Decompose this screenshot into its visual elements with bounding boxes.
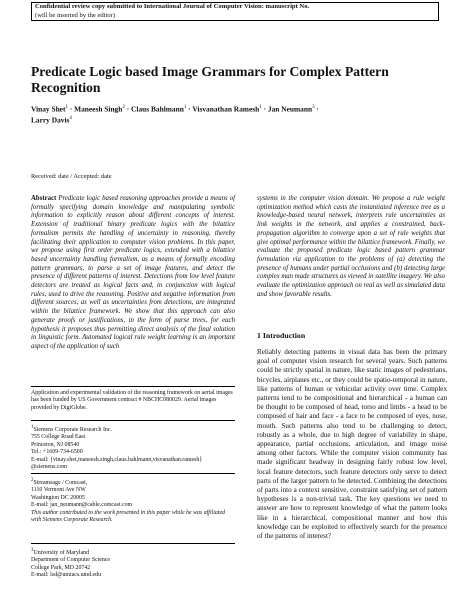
author-list: Vinay Shet$^1$ · Maneesh Singh$^2$ · Claus Bahlmann$^1$ · Visvanathan Ramesh$^1$ · Jan Neumann$^3$ · Larry Davis$^4$ (31, 104, 319, 125)
affiliation-3: $^3$University of Maryland Department of Computer Science College Park, MD 20742 E-mail: lsd@umiacs.umd.edu (31, 548, 111, 579)
affiliation-2-note: This author contributed to the work presented in this paper while he was affiliated with Siemens Corporate Research. (31, 509, 225, 523)
author-name: Vinay Shet (31, 104, 66, 114)
footnote-rule-4 (31, 543, 235, 544)
author-name: Jan Neumann (267, 104, 313, 114)
author-name: Larry Davis (31, 115, 70, 125)
footnote-rule-1 (31, 386, 235, 387)
banner-line-2: (will be inserted by the editor) (35, 11, 116, 19)
paper-title: Predicate Logic based Image Grammars for Complex Pattern Recognition (31, 64, 389, 95)
banner-line-1: Confidential review copy submitted to International Journal of Computer Vision: manuscript No. (35, 3, 310, 10)
section-heading-introduction: 1 Introduction (257, 331, 306, 340)
author-name: Claus Bahlmann (131, 104, 184, 114)
funding-note: Application and experimental validation of the reasoning framework on aerial images has been funded by US Government contract # NBCHC080029. Aerial images provided by DigiGlobe. (31, 390, 233, 411)
review-copy-banner (31, 2, 439, 21)
received-date: Received: date / Accepted: date (31, 173, 112, 180)
footnote-rule-3 (31, 473, 235, 474)
abstract-text-1: Predicate logic based reasoning approaches provide a means of formally specifying domain knowledge and manipulating symbolic information to explicitly reason about different concepts of interest. Extension of traditional binary predicate logics with the bilattice formalism permits the handling of uncertainty in reasoning, thereby facilitating their application to computer vision problems. In this paper, we propose using first order predicate logics, extended with a bilattice based uncertainty handling formalism, as a means of formally encoding pattern grammars, to parse a set of image features, and detect the presence of different patterns of interest. Detections from low level feature detectors are treated as logical facts and, in conjunction with logical rules, used to drive the reasoning. Positive and negative information from different sources, as well as uncertainties from detections, are integrated within the bilattice framework. We show that this approach can also generate proofs or justifications, in the form of parse trees, for each hypothesis it proposes thus permitting direct analysis of the final solution in linguistic form. Automated logical rule weight learning is an important aspect of the application of such (31, 195, 235, 350)
affiliation-2: $^2$Streamsage / Comcast, 1110 Vermont Ave NW Washington DC 20005 E-mail: jan_neumann@cable.comcast.com This author contributed to the work presented in this paper while he was affiliated with Siemens Corporate Research. (31, 478, 225, 523)
affiliation-1: $^1$Siemens Corporate Research Inc. 755 College Road East Princeton, NJ 08540 Tel.: +1609-734-6500 E-mail: {vinay.shet,maneesh.singh,claus.bahlmann,visvanathan.ramesh} @siemens.com (31, 425, 203, 470)
author-name: Maneesh Singh (74, 104, 123, 114)
introduction-text: Reliably detecting patterns in visual data has been the primary goal of computer vision research for several years. Such patterns could be strictly spatial in nature, like static images of pedestrians, bicycles, airplanes etc., or they could be spatio-temporal in nature, like patterns of human or vehicular activity over time. Complex patterns tend to be compositional and hierarchical - a human can be thought to be composed of head, torso and limbs - a head to be composed of hair and face - a face to be composed of eyes, nose, mouth. Such patterns also tend to be challenging to detect, robustly as a whole, due to high degree of variability in shape, appearance, partial occlusions, articulation, and image noise among other factors. While the computer vision community has made significant headway in designing fairly robust low level, local feature detectors, such feature detectors only serve to detect parts of the larger pattern to be detected. Combining the detections of parts into a context sensitive, constraint satisfying set of pattern hypotheses is a non-trivial task. The key questions we need to answer are how to represent knowledge of what the pattern looks like in a hierarchical, compositional manner and how this knowledge can be exploited to effectively search for the presence of the patterns of interest? (257, 348, 447, 541)
abstract-label: Abstract (31, 195, 57, 202)
abstract-column-right: systems in the computer vision domain. We propose a rule weight optimization method which casts the instantiated inference tree as a knowledge-based neural network, interprets rule uncertainties as link weights in the network, and applies a constrained, back-propagation algorithm to converge upon a set of rule weights that give optimal performance within the bilattice framework. Finally, we evaluate the proposed predicate logic based pattern grammar formulation via application to the problems of (a) detecting the presence of humans under partial occlusions and (b) detecting large complex man made structures as viewed in satellite imagery. We also evaluate the optimization approach on real as well as simulated data and show favorable results. (257, 195, 445, 298)
abstract-column-left (31, 195, 235, 352)
author-name: Visvanathan Ramesh (192, 104, 260, 114)
footnote-rule-2 (31, 420, 235, 421)
